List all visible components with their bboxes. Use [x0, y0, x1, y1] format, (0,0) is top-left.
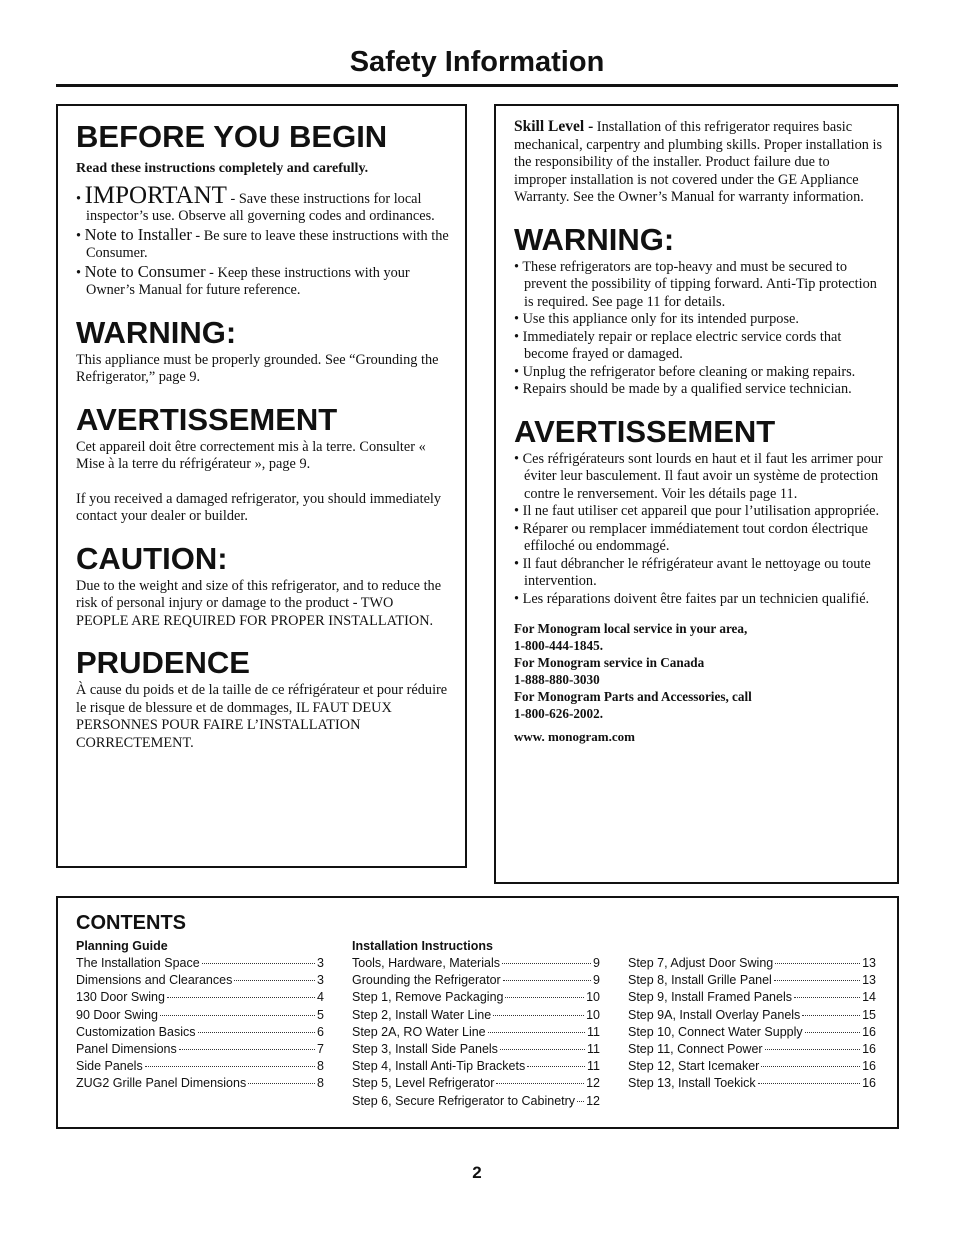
note-installer-label: Note to Installer	[84, 224, 192, 244]
contents-entry-page: 12	[586, 1093, 600, 1108]
grounding-warning-text: This appliance must be properly grounded. See “Grounding the Refrigerator,” page 9.	[76, 351, 439, 385]
page-number: 2	[472, 1163, 482, 1182]
contents-entry-page: 11	[587, 1024, 600, 1039]
note-consumer-text: - Keep these instructions with your Owner’s Manual for future reference.	[86, 264, 410, 298]
contents-entry-title: 130 Door Swing	[76, 990, 165, 1005]
contents-entry-page: 16	[862, 1076, 876, 1091]
parts-accessories-label: For Monogram Parts and Accessories, call	[514, 689, 752, 704]
contents-entry[interactable]	[628, 1007, 876, 1024]
avertissement-text: Cet appareil doit être correctement mis à la terre. Consulter « Mise à la terre du réfrigérateur », page 9.	[76, 438, 426, 472]
dot-leader	[145, 1066, 315, 1067]
contents-entry-title: 90 Door Swing	[76, 1007, 158, 1022]
contents-entry[interactable]	[352, 1007, 600, 1024]
avertissement-list	[514, 451, 883, 609]
caution-heading: CAUTION:	[76, 540, 228, 576]
dot-leader	[765, 1049, 861, 1050]
title-rule	[56, 84, 898, 87]
page-title: Safety Information	[349, 46, 605, 78]
warning-list	[514, 259, 883, 399]
dot-leader	[493, 1015, 584, 1016]
note-consumer-item: • Note to Consumer - Keep these instructions with your Owner’s Manual for future reference.	[76, 261, 410, 298]
dot-leader	[198, 1032, 316, 1033]
contents-entry[interactable]	[76, 1075, 324, 1092]
contents-entry-title: Customization Basics	[76, 1024, 196, 1039]
contents-entry-page: 5	[317, 1007, 324, 1022]
damaged-refrigerator-note: If you received a damaged refrigerator, you should immediately contact your dealer or builder.	[76, 490, 442, 524]
contents-entry[interactable]	[628, 955, 876, 972]
contents-entry-title: Grounding the Refrigerator	[352, 973, 501, 988]
contents-entry[interactable]	[352, 989, 600, 1006]
avertissement-item: • Il faut débrancher le réfrigérateur avant le nettoyage ou toute intervention.	[514, 555, 871, 589]
contents-entry[interactable]	[76, 1041, 324, 1058]
dot-leader	[527, 1066, 585, 1067]
contents-entry[interactable]	[352, 955, 600, 972]
contents-entry-title: Step 5, Level Refrigerator	[352, 1076, 495, 1091]
contents-entry-page: 11	[587, 1042, 600, 1057]
dot-leader	[794, 997, 860, 998]
contents-entry-page: 16	[862, 1024, 876, 1039]
contents-entry[interactable]	[76, 1058, 324, 1075]
contents-entry-title: Step 9A, Install Overlay Panels	[628, 1007, 801, 1022]
avertissement-item: • Il ne faut utiliser cet appareil que pour l’utilisation appropriée.	[514, 503, 880, 519]
skill-level-text: Installation of this refrigerator requires basic mechanical, carpentry and plumbing skills. Proper installation is the responsibility of the installer. Product failure due to improper installation is not covered under the GE Appliance Warranty. See the Owner’s Manual for warranty information.	[514, 119, 883, 205]
avertissement-heading-right: AVERTISSEMENT	[514, 413, 776, 449]
contents-entry[interactable]	[628, 1058, 876, 1075]
before-you-begin-list	[76, 181, 449, 300]
avertissement-item: • Réparer ou remplacer immédiatement tout cordon électrique effiloché ou endommagé.	[514, 520, 868, 554]
dot-leader	[202, 963, 315, 964]
avertissement-section	[76, 401, 449, 526]
website-link[interactable]: www. monogram.com	[514, 729, 635, 744]
skill-level-paragraph	[514, 118, 883, 207]
contents-column	[628, 938, 876, 1110]
contents-entry-title: Step 11, Connect Power	[628, 1042, 763, 1057]
contents-entry-title: Step 9, Install Framed Panels	[628, 990, 792, 1005]
contents-entry-page: 16	[862, 1059, 876, 1074]
contents-entry-title: Step 8, Install Grille Panel	[628, 973, 772, 988]
contents-entry-page: 13	[862, 956, 876, 970]
dot-leader	[488, 1032, 585, 1033]
contents-entry[interactable]	[352, 1058, 600, 1075]
read-instructions-note: Read these instructions completely and carefully.	[76, 161, 369, 176]
parts-accessories-phone[interactable]: 1-800-626-2002.	[514, 706, 604, 721]
contents-entry-title: Step 7, Adjust Door Swing	[628, 956, 774, 970]
note-installer-item: • Note to Installer - Be sure to leave these instructions with the Consumer.	[76, 224, 449, 261]
important-item: • IMPORTANT - Save these instructions for local inspector’s use. Observe all governing codes and ordinances.	[76, 181, 435, 224]
contents-column-heading: Installation Instructions	[352, 939, 493, 953]
caution-section	[76, 540, 449, 631]
contents-entry-page: 13	[862, 973, 876, 988]
contents-entry-title: Step 12, Start Icemaker	[628, 1059, 760, 1074]
contents-columns	[76, 938, 879, 1110]
contents-entry-title: ZUG2 Grille Panel Dimensions	[76, 1076, 247, 1091]
dot-leader	[758, 1083, 860, 1084]
warning-heading-right: WARNING:	[514, 221, 675, 257]
canada-service-phone[interactable]: 1-888-880-3030	[514, 672, 600, 687]
contents-entry-page: 9	[593, 956, 600, 970]
contents-entry-title: Step 13, Install Toekick	[628, 1076, 756, 1091]
warning-item: • Repairs should be made by a qualified service technician.	[514, 381, 852, 397]
contents-title: CONTENTS	[76, 912, 186, 934]
contents-entry-page: 8	[317, 1076, 324, 1091]
caution-text: Due to the weight and size of this refrigerator, and to reduce the risk of personal injury or damage to the product - TWO PEOPLE ARE REQUIRED FOR PROPER INSTALLATION.	[76, 577, 442, 629]
contents-entry-page: 12	[586, 1076, 600, 1091]
tipping-warning-section	[514, 221, 883, 399]
contents-entry-page: 4	[317, 990, 324, 1005]
dot-leader	[503, 980, 591, 981]
dot-leader	[160, 1015, 315, 1016]
warning-item: • Unplug the refrigerator before cleaning or making repairs.	[514, 363, 856, 380]
dot-leader	[761, 1066, 860, 1067]
important-label: IMPORTANT	[84, 181, 227, 209]
contents-entry-page: 14	[862, 990, 876, 1005]
dot-leader	[167, 997, 315, 998]
before-you-begin-box	[56, 104, 467, 868]
dot-leader	[577, 1101, 584, 1102]
contents-entry-page: 6	[317, 1024, 324, 1039]
contents-entry-title: Panel Dimensions	[76, 1042, 177, 1057]
avertissement-section-right	[514, 413, 883, 609]
local-service-phone[interactable]: 1-800-444-1845.	[514, 638, 604, 653]
warning-item: • Use this appliance only for its intended purpose.	[514, 311, 799, 327]
skill-warning-box	[494, 104, 899, 884]
note-consumer-label: Note to Consumer	[84, 261, 206, 281]
contents-entry-page: 3	[317, 956, 324, 970]
important-text: - Save these instructions for local inspector’s use. Observe all governing codes and ordinances.	[86, 190, 435, 224]
contents-entry[interactable]	[76, 955, 324, 972]
avertissement-item: • Les réparations doivent être faites par un technicien qualifié.	[514, 590, 870, 607]
contents-entry[interactable]	[628, 972, 876, 989]
dot-leader	[805, 1032, 860, 1033]
contents-entry-title: Step 2A, RO Water Line	[352, 1024, 486, 1039]
contents-entry[interactable]	[628, 1041, 876, 1058]
contents-entry[interactable]	[628, 1024, 876, 1041]
contents-entry[interactable]	[628, 989, 876, 1006]
contents-entry-page: 8	[317, 1059, 324, 1074]
dot-leader	[505, 997, 584, 998]
contents-column-heading	[628, 938, 876, 955]
warning-item: • These refrigerators are top-heavy and must be secured to prevent the possibility of tipping forward. Anti-Tip protection is required. See page 11 for details.	[514, 258, 877, 310]
canada-service-label: For Monogram service in Canada	[514, 655, 705, 670]
contents-entry-title: Step 1, Remove Packaging	[352, 990, 504, 1005]
contents-entry-page: 15	[862, 1007, 876, 1022]
contents-entry-title: The Installation Space	[76, 956, 200, 970]
contents-entry-title: Tools, Hardware, Materials	[352, 956, 500, 970]
contents-entry-page: 11	[587, 1059, 600, 1074]
before-you-begin-heading: BEFORE YOU BEGIN	[76, 119, 388, 154]
contents-entry-page: 7	[317, 1042, 324, 1057]
contents-entry[interactable]	[352, 1041, 600, 1058]
contents-entry[interactable]	[76, 1024, 324, 1041]
skill-level-label: Skill Level -	[514, 118, 594, 135]
contents-entry[interactable]	[76, 1007, 324, 1024]
contents-entry-page: 10	[586, 1007, 600, 1022]
contents-entry-title: Step 2, Install Water Line	[352, 1007, 492, 1022]
contents-entry[interactable]	[76, 972, 324, 989]
contents-column	[352, 938, 600, 1110]
dot-leader	[500, 1049, 585, 1050]
dot-leader	[234, 980, 315, 981]
dot-leader	[774, 980, 860, 981]
contents-entry[interactable]	[352, 1075, 600, 1092]
dot-leader	[179, 1049, 315, 1050]
contents-entry-title: Side Panels	[76, 1059, 143, 1074]
prudence-section	[76, 644, 449, 752]
prudence-heading: PRUDENCE	[76, 645, 250, 680]
avertissement-heading: AVERTISSEMENT	[76, 401, 338, 437]
dot-leader	[802, 1015, 860, 1016]
contents-entry-page: 9	[593, 973, 600, 988]
dot-leader	[775, 963, 860, 964]
contents-entry[interactable]	[352, 1093, 600, 1110]
grounding-warning-section	[76, 314, 449, 387]
contents-entry[interactable]	[352, 1024, 600, 1041]
contents-entry-title: Step 4, Install Anti-Tip Brackets	[352, 1059, 526, 1074]
dot-leader	[502, 963, 591, 964]
contents-entry-page: 10	[586, 990, 600, 1005]
contents-entry-title: Step 10, Connect Water Supply	[628, 1024, 803, 1039]
warning-item: • Immediately repair or replace electric service cords that become frayed or damaged.	[514, 328, 842, 362]
prudence-text: À cause du poids et de la taille de ce réfrigérateur et pour réduire le risque de blessure et de dommages, IL FAUT DEUX PERSONNES POUR FAIRE L’INSTALLATION CORRECTEMENT.	[76, 682, 448, 751]
local-service-label: For Monogram local service in your area,	[514, 621, 748, 636]
contents-entry-page: 16	[862, 1042, 876, 1057]
contents-entry-page: 3	[317, 973, 324, 988]
service-contacts	[514, 620, 883, 745]
warning-heading: WARNING:	[76, 314, 237, 350]
contents-column	[76, 938, 324, 1110]
contents-entry-title: Step 6, Secure Refrigerator to Cabinetry	[352, 1093, 576, 1108]
contents-box	[56, 896, 899, 1129]
contents-entry[interactable]	[352, 972, 600, 989]
contents-column-heading: Planning Guide	[76, 939, 168, 953]
contents-entry-title: Step 3, Install Side Panels	[352, 1042, 498, 1057]
note-installer-text: - Be sure to leave these instructions with the Consumer.	[86, 227, 449, 261]
dot-leader	[496, 1083, 584, 1084]
dot-leader	[248, 1083, 315, 1084]
contents-entry[interactable]	[76, 989, 324, 1006]
contents-entry-title: Dimensions and Clearances	[76, 973, 233, 988]
avertissement-item: • Ces réfrigérateurs sont lourds en haut et il faut les arrimer pour éviter leur basculement. Il faut avoir un système de protection contre le renversement. Voir les détails page 11.	[514, 450, 883, 502]
contents-entry[interactable]	[628, 1075, 876, 1092]
